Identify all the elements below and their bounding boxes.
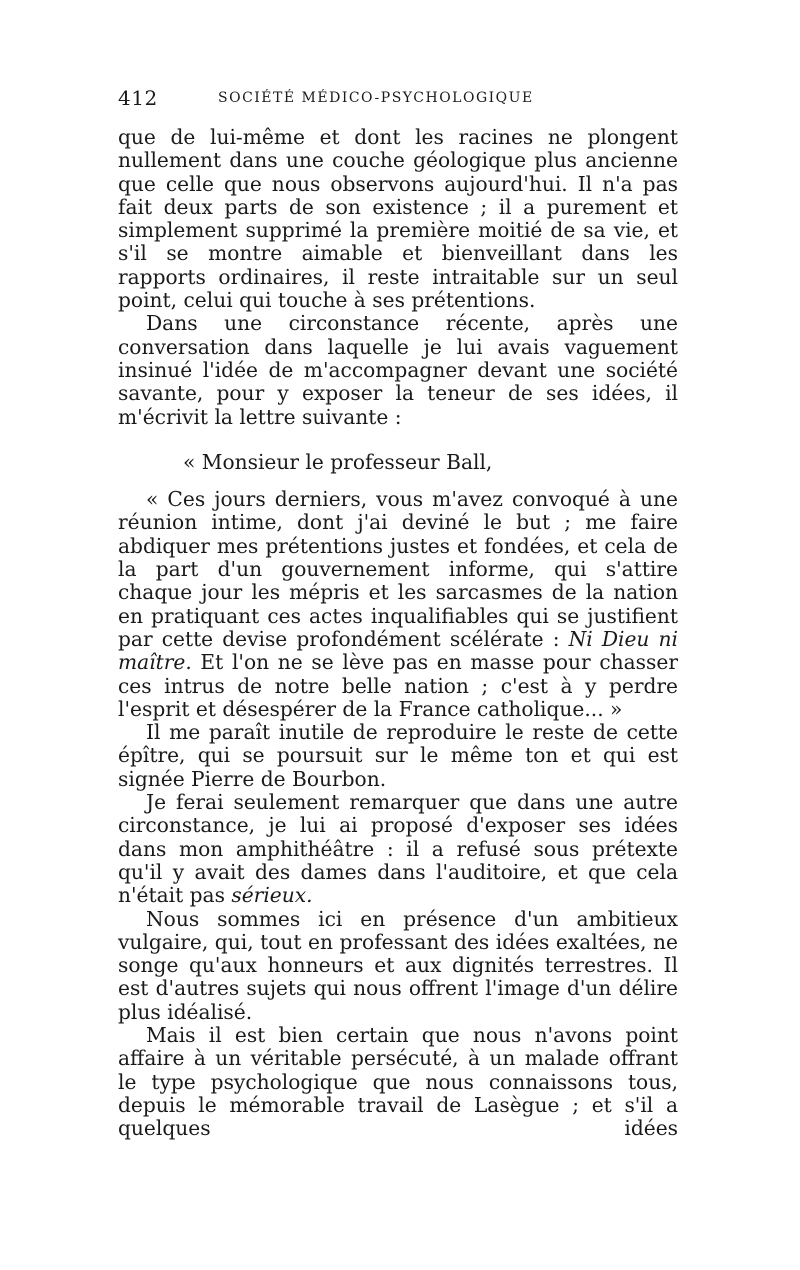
letter-text: « Ces jours derniers, vous m'avez convoqué à une réunion intime, dont j'ai deviné le but ; me faire abdiquer mes prétentions justes et fondées, et cela de la part d'un gouvernement informe, qui s'attire chaque jour les mépris et les sarcasmes de la nation en pratiquant ces actes inqualifiables qui se justifient par cette devise profondément scélérate : [118,487,678,651]
page-number: 412 [118,86,158,110]
paragraph-continued: que de lui-même et dont les racines ne plongent nullement dans une couche géologique plus ancienne que celle que nous observons aujourd'hui. Il n'a pas fait deux parts de son existence ; il a purement et simplement supprimé la première moitié de sa vie, et s'il se montre aimable et bienveillant dans les rapports ordinaires, il reste intraitable sur un seul point, celui qui touche à ses prétentions. [118,125,678,313]
paragraph-epistle: Il me paraît inutile de reproduire le reste de cette épître, qui se poursuit sur le même ton et qui est signée Pierre de Bourbon. [118,720,678,791]
letter-body [118,488,678,721]
paragraph-persecuted: Mais il est bien certain que nous n'avons point affaire à un véritable persécuté, à un malade offrant le type psychologique que nous connaissons tous, depuis le mémorable travail de Lasègue ; et s'il a quelques idées [118,1022,678,1141]
paragraph-amphitheatre-text: Je ferai seulement remarquer que dans une autre circonstance, je lui ai proposé d'exposer ses idées dans mon amphithéâtre : il a refusé sous prétexte qu'il y avait des dames dans l'auditoire, et que cela n'était pas [118,790,678,908]
paragraph-ambitious: Nous sommes ici en présence d'un ambitieux vulgaire, qui, tout en professant des idées exaltées, ne songe qu'aux honneurs et aux dignités terrestres. Il est d'autres sujets qui nous offrent l'image d'un délire plus idéalisé. [118,906,678,1024]
paragraph-circumstance: Dans une circonstance récente, après une conversation dans laquelle je lui avais vaguement insinué l'idée de m'accompagner devant une société savante, pour y exposer la teneur de ses idées, il m'écrivit la lettre suivante : [118,311,678,429]
book-page [118,86,678,1166]
running-head [118,86,678,116]
running-title: SOCIÉTÉ MÉDICO-PSYCHOLOGIQUE [218,90,534,106]
letter-salutation: « Monsieur le professeur Ball, [183,449,493,474]
body-text [118,126,678,1140]
letter-text-end: Et l'on ne se lève pas en masse pour chasser ces intrus de notre belle nation ; c'est à y perdre l'esprit et désespérer de la France catholique... » [118,650,678,721]
letter-motto: Ni Dieu ni maître. [118,626,678,675]
italic-word: sérieux. [231,883,313,908]
paragraph-amphitheatre [118,791,678,907]
